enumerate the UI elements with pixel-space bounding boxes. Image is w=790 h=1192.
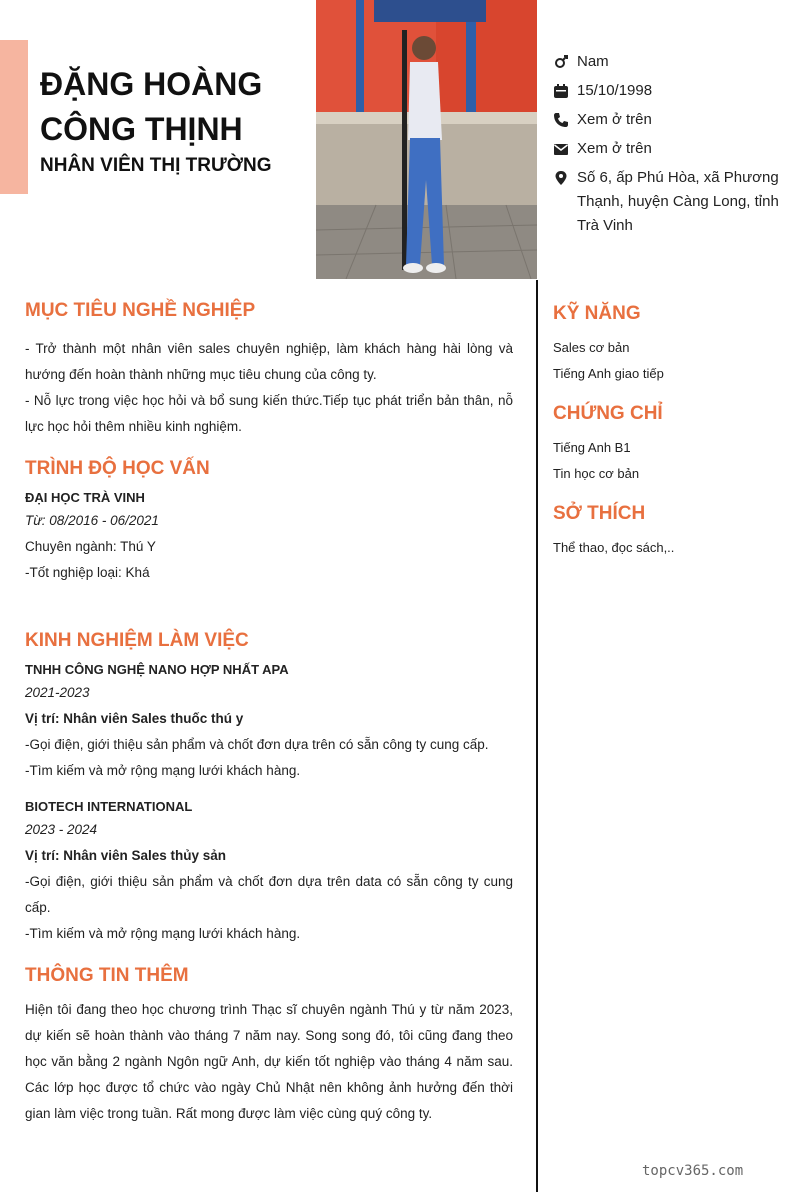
experience-company: TNHH CÔNG NGHỆ NANO HỢP NHẤT APA [25, 662, 289, 677]
experience-duty: -Gọi điện, giới thiệu sản phẩm và chốt đơn dựa trên có sẵn công ty cung cấp. [25, 737, 489, 752]
education-period: Từ: 08/2016 - 06/2021 [25, 513, 159, 528]
contact-gender: Nam [553, 50, 790, 74]
objective-line: - Trở thành một nhân viên sales chuyên nghiệp, làm khách hàng hài lòng và hướng đến hoàn thành những mục tiêu chung của công ty. [25, 341, 513, 382]
skills-heading: KỸ NĂNG [553, 303, 641, 324]
column-divider [536, 280, 538, 1192]
experience-period: 2021-2023 [25, 685, 90, 700]
education-grade: -Tốt nghiệp loại: Khá [25, 565, 150, 580]
gender-icon [553, 50, 577, 74]
certificate-item: Tin học cơ bản [553, 466, 640, 481]
experience-period: 2023 - 2024 [25, 822, 98, 837]
header-accent-bar [0, 40, 28, 194]
watermark: topcv365.com [642, 1163, 744, 1179]
experience-duty: -Gọi điện, giới thiệu sản phẩm và chốt đơn dựa trên data có sẵn công ty cung cấp. [25, 874, 513, 915]
phone-icon [553, 108, 577, 132]
additional-info-heading: THÔNG TIN THÊM [25, 965, 189, 986]
certificate-item: Tiếng Anh B1 [553, 440, 631, 455]
objective-heading: MỤC TIÊU NGHỀ NGHIỆP [25, 300, 256, 321]
education-major: Chuyên ngành: Thú Y [25, 539, 156, 554]
experience-position: Vị trí: Nhân viên Sales thủy sản [25, 848, 227, 863]
experience-item [25, 797, 513, 947]
candidate-name: ĐẶNG HOÀNG CÔNG THỊNH [40, 66, 263, 147]
education-heading: TRÌNH ĐỘ HỌC VẤN [25, 458, 210, 479]
certificates-heading: CHỨNG CHỈ [553, 403, 663, 424]
experience-duty: -Tìm kiếm và mở rộng mạng lưới khách hàng. [25, 926, 301, 941]
job-title: NHÂN VIÊN THỊ TRƯỜNG [40, 155, 272, 176]
main-column [25, 300, 513, 1127]
hobbies-heading: SỞ THÍCH [553, 503, 646, 524]
experience-company: BIOTECH INTERNATIONAL [25, 799, 193, 814]
contact-info [553, 50, 790, 243]
experience-item [25, 660, 513, 784]
side-column [553, 300, 778, 561]
experience-position: Vị trí: Nhân viên Sales thuốc thú y [25, 711, 244, 726]
additional-info-text: Hiện tôi đang theo học chương trình Thạc sĩ chuyên ngành Thú y từ năm 2023, dự kiến sẽ hoàn thành vào tháng 7 năm nay. Song song đó, tôi cũng đang theo học văn bằng 2 ngành Ngôn ngữ Anh, dự kiến tốt nghiệp vào tháng 4 năm sau. Các lớp học được tổ chức vào ngày Chủ Nhật nên không ảnh hưởng đến thời gian làm việc trong tuần. Rất mong được làm việc cùng quý công ty. [25, 1002, 513, 1121]
profile-photo [316, 0, 537, 279]
contact-birthday: 15/10/1998 [553, 79, 790, 103]
contact-email: Xem ở trên [553, 137, 790, 161]
skill-item: Tiếng Anh giao tiếp [553, 366, 664, 381]
education-school: ĐẠI HỌC TRÀ VINH [25, 490, 145, 505]
objective-line: - Nỗ lực trong việc học hỏi và bổ sung kiến thức.Tiếp tục phát triển bản thân, nỗ lực học hỏi thêm nhiều kinh nghiệm. [25, 393, 513, 434]
experience-duty: -Tìm kiếm và mở rộng mạng lưới khách hàng. [25, 763, 301, 778]
contact-phone: Xem ở trên [553, 108, 790, 132]
skill-item: Sales cơ bản [553, 340, 630, 355]
email-icon [553, 137, 577, 161]
location-icon [553, 166, 577, 190]
experience-heading: KINH NGHIỆM LÀM VIỆC [25, 630, 249, 651]
hobby-item: Thể thao, đọc sách,.. [553, 540, 675, 555]
calendar-icon [553, 79, 577, 103]
contact-address: Số 6, ấp Phú Hòa, xã Phương Thạnh, huyện Càng Long, tỉnh Trà Vinh [553, 166, 790, 238]
